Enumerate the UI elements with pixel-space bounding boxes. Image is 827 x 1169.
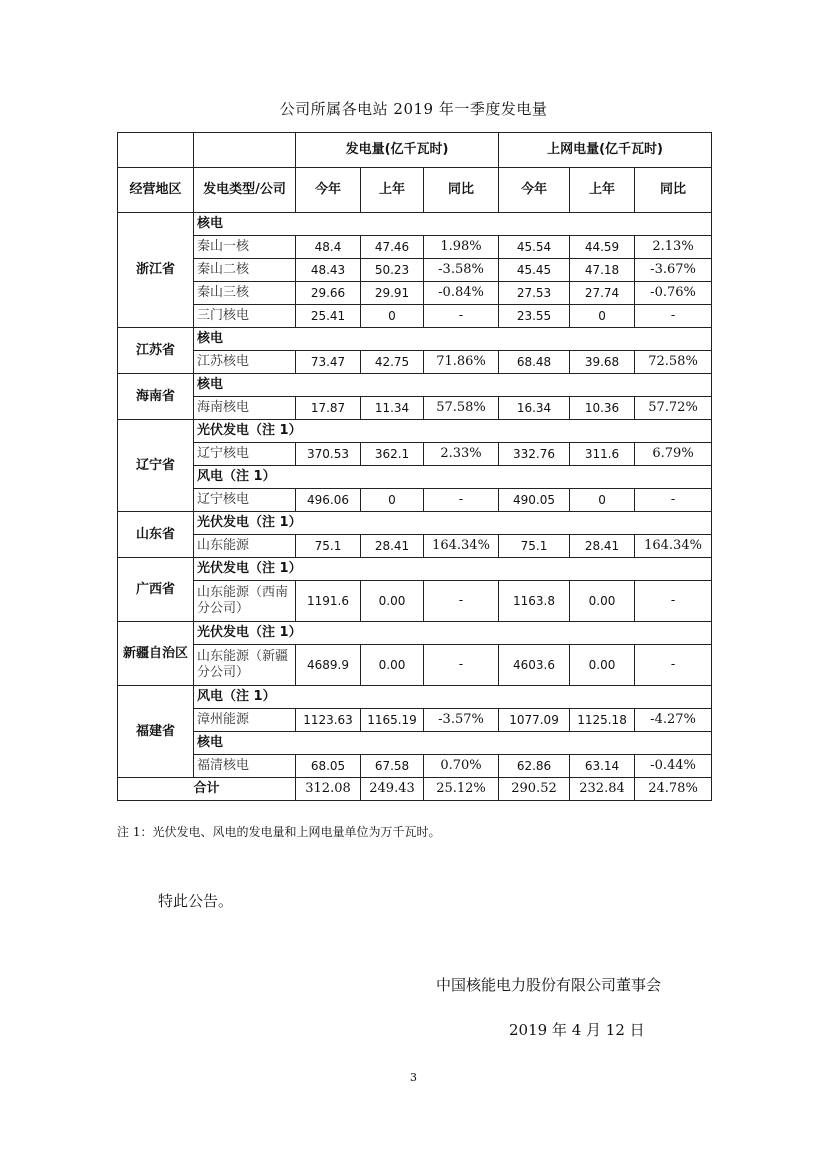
type-row — [118, 732, 712, 755]
total-gen-yoy: 25.12% — [424, 778, 499, 801]
table-row — [118, 443, 712, 466]
station-name: 辽宁核电 — [194, 489, 296, 512]
cell-gen-this: 1123.63 — [296, 709, 361, 732]
station-name: 福清核电 — [194, 755, 296, 778]
cell-grid-this: 16.34 — [499, 397, 570, 420]
cell-gen-yoy: - — [424, 645, 499, 686]
cell-gen-last: 29.91 — [361, 282, 424, 305]
cell-grid-last: 44.59 — [570, 236, 635, 259]
cell-gen-this: 1191.6 — [296, 581, 361, 622]
generation-type-label: 核电 — [194, 328, 712, 351]
cell-gen-yoy: 1.98% — [424, 236, 499, 259]
cell-grid-this: 4603.6 — [499, 645, 570, 686]
cell-gen-last: 42.75 — [361, 351, 424, 374]
cell-gen-this: 25.41 — [296, 305, 361, 328]
cell-grid-yoy: -0.44% — [635, 755, 712, 778]
cell-grid-this: 1163.8 — [499, 581, 570, 622]
type-col-header: 发电类型/公司 — [194, 168, 296, 213]
station-name: 山东能源（西南分公司） — [194, 581, 296, 622]
cell-gen-this: 17.87 — [296, 397, 361, 420]
footnote: 注 1：光伏发电、风电的发电量和上网电量单位为万千瓦时。 — [117, 825, 441, 839]
announcement: 特此公告。 — [158, 892, 234, 910]
cell-grid-yoy: 6.79% — [635, 443, 712, 466]
grid-last-year-header: 上年 — [570, 168, 635, 213]
table-row — [118, 236, 712, 259]
generation-type-label: 光伏发电（注 1） — [194, 512, 712, 535]
cell-gen-last: 0.00 — [361, 645, 424, 686]
cell-gen-yoy: - — [424, 305, 499, 328]
cell-grid-yoy: 2.13% — [635, 236, 712, 259]
type-row — [118, 328, 712, 351]
cell-gen-this: 48.43 — [296, 259, 361, 282]
total-grid-last: 232.84 — [570, 778, 635, 801]
region-cell: 广西省 — [118, 558, 194, 622]
station-name: 秦山一核 — [194, 236, 296, 259]
cell-grid-yoy: - — [635, 645, 712, 686]
table-row — [118, 709, 712, 732]
type-row — [118, 213, 712, 236]
region-cell: 辽宁省 — [118, 420, 194, 512]
total-gen-last: 249.43 — [361, 778, 424, 801]
table-row — [118, 489, 712, 512]
generation-type-label: 核电 — [194, 374, 712, 397]
type-row — [118, 466, 712, 489]
cell-grid-last: 39.68 — [570, 351, 635, 374]
table-row — [118, 581, 712, 622]
table-row — [118, 305, 712, 328]
cell-grid-yoy: - — [635, 489, 712, 512]
generation-type-label: 核电 — [194, 213, 712, 236]
cell-grid-last: 27.74 — [570, 282, 635, 305]
cell-grid-this: 23.55 — [499, 305, 570, 328]
announcement-date: 2019 年 4 月 12 日 — [509, 1021, 645, 1039]
cell-grid-this: 45.54 — [499, 236, 570, 259]
cell-grid-last: 28.41 — [570, 535, 635, 558]
cell-gen-last: 28.41 — [361, 535, 424, 558]
region-cell: 海南省 — [118, 374, 194, 420]
total-grid-this: 290.52 — [499, 778, 570, 801]
table-row — [118, 645, 712, 686]
cell-gen-this: 68.05 — [296, 755, 361, 778]
station-name: 山东能源（新疆分公司） — [194, 645, 296, 686]
region-cell: 江苏省 — [118, 328, 194, 374]
cell-gen-last: 362.1 — [361, 443, 424, 466]
type-row — [118, 686, 712, 709]
cell-grid-this: 332.76 — [499, 443, 570, 466]
total-label: 合计 — [118, 778, 296, 801]
table-row — [118, 259, 712, 282]
cell-gen-this: 73.47 — [296, 351, 361, 374]
page-number: 3 — [410, 1071, 417, 1084]
type-row — [118, 420, 712, 443]
region-cell: 新疆自治区 — [118, 622, 194, 686]
station-name: 秦山二核 — [194, 259, 296, 282]
cell-gen-last: 0 — [361, 489, 424, 512]
cell-grid-last: 63.14 — [570, 755, 635, 778]
station-name: 山东能源 — [194, 535, 296, 558]
cell-grid-yoy: -0.76% — [635, 282, 712, 305]
cell-gen-yoy: -3.57% — [424, 709, 499, 732]
grid-group-header: 上网电量(亿千瓦时) — [499, 133, 712, 168]
table-row — [118, 351, 712, 374]
cell-grid-this: 27.53 — [499, 282, 570, 305]
cell-grid-yoy: -3.67% — [635, 259, 712, 282]
cell-gen-last: 0 — [361, 305, 424, 328]
cell-grid-yoy: -4.27% — [635, 709, 712, 732]
cell-gen-this: 29.66 — [296, 282, 361, 305]
generation-table — [117, 132, 712, 801]
cell-gen-yoy: - — [424, 489, 499, 512]
header-row-groups — [118, 133, 712, 168]
gen-last-year-header: 上年 — [361, 168, 424, 213]
total-gen-this: 312.08 — [296, 778, 361, 801]
station-name: 三门核电 — [194, 305, 296, 328]
table-row — [118, 535, 712, 558]
cell-gen-last: 1165.19 — [361, 709, 424, 732]
cell-grid-yoy: 72.58% — [635, 351, 712, 374]
station-name: 海南核电 — [194, 397, 296, 420]
cell-grid-this: 62.86 — [499, 755, 570, 778]
cell-grid-yoy: - — [635, 581, 712, 622]
type-row — [118, 622, 712, 645]
cell-gen-last: 67.58 — [361, 755, 424, 778]
cell-gen-yoy: 71.86% — [424, 351, 499, 374]
cell-grid-this: 1077.09 — [499, 709, 570, 732]
generation-type-label: 风电（注 1） — [194, 686, 712, 709]
station-name: 辽宁核电 — [194, 443, 296, 466]
cell-grid-this: 68.48 — [499, 351, 570, 374]
region-cell: 浙江省 — [118, 213, 194, 328]
cell-grid-last: 311.6 — [570, 443, 635, 466]
cell-grid-this: 490.05 — [499, 489, 570, 512]
cell-grid-yoy: 164.34% — [635, 535, 712, 558]
cell-grid-yoy: 57.72% — [635, 397, 712, 420]
gen-group-header: 发电量(亿千瓦时) — [296, 133, 499, 168]
cell-gen-this: 4689.9 — [296, 645, 361, 686]
company-signature: 中国核能电力股份有限公司董事会 — [436, 976, 662, 994]
cell-gen-yoy: 57.58% — [424, 397, 499, 420]
cell-grid-last: 47.18 — [570, 259, 635, 282]
table-title: 公司所属各电站 2019 年一季度发电量 — [279, 100, 548, 118]
gen-this-year-header: 今年 — [296, 168, 361, 213]
type-row — [118, 558, 712, 581]
cell-gen-yoy: 2.33% — [424, 443, 499, 466]
grid-yoy-header: 同比 — [635, 168, 712, 213]
cell-gen-this: 370.53 — [296, 443, 361, 466]
generation-type-label: 核电 — [194, 732, 712, 755]
cell-gen-this: 75.1 — [296, 535, 361, 558]
cell-gen-this: 48.4 — [296, 236, 361, 259]
generation-type-label: 风电（注 1） — [194, 466, 712, 489]
table-row — [118, 755, 712, 778]
total-row — [118, 778, 712, 801]
table-row — [118, 397, 712, 420]
cell-gen-yoy: -0.84% — [424, 282, 499, 305]
gen-yoy-header: 同比 — [424, 168, 499, 213]
type-row — [118, 512, 712, 535]
cell-grid-this: 45.45 — [499, 259, 570, 282]
cell-grid-last: 0 — [570, 305, 635, 328]
cell-gen-this: 496.06 — [296, 489, 361, 512]
generation-type-label: 光伏发电（注 1） — [194, 622, 712, 645]
cell-grid-last: 10.36 — [570, 397, 635, 420]
cell-gen-yoy: - — [424, 581, 499, 622]
cell-gen-yoy: -3.58% — [424, 259, 499, 282]
total-grid-yoy: 24.78% — [635, 778, 712, 801]
region-col-header: 经营地区 — [118, 168, 194, 213]
generation-type-label: 光伏发电（注 1） — [194, 420, 712, 443]
cell-gen-last: 0.00 — [361, 581, 424, 622]
cell-grid-yoy: - — [635, 305, 712, 328]
cell-gen-yoy: 0.70% — [424, 755, 499, 778]
station-name: 漳州能源 — [194, 709, 296, 732]
cell-grid-last: 0.00 — [570, 581, 635, 622]
station-name: 江苏核电 — [194, 351, 296, 374]
cell-grid-last: 1125.18 — [570, 709, 635, 732]
cell-grid-this: 75.1 — [499, 535, 570, 558]
station-name: 秦山三核 — [194, 282, 296, 305]
region-cell: 福建省 — [118, 686, 194, 778]
region-cell: 山东省 — [118, 512, 194, 558]
table-row — [118, 282, 712, 305]
header-row-columns — [118, 168, 712, 213]
cell-grid-last: 0.00 — [570, 645, 635, 686]
cell-gen-yoy: 164.34% — [424, 535, 499, 558]
cell-gen-last: 50.23 — [361, 259, 424, 282]
type-row — [118, 374, 712, 397]
grid-this-year-header: 今年 — [499, 168, 570, 213]
generation-type-label: 光伏发电（注 1） — [194, 558, 712, 581]
cell-gen-last: 11.34 — [361, 397, 424, 420]
cell-grid-last: 0 — [570, 489, 635, 512]
cell-gen-last: 47.46 — [361, 236, 424, 259]
